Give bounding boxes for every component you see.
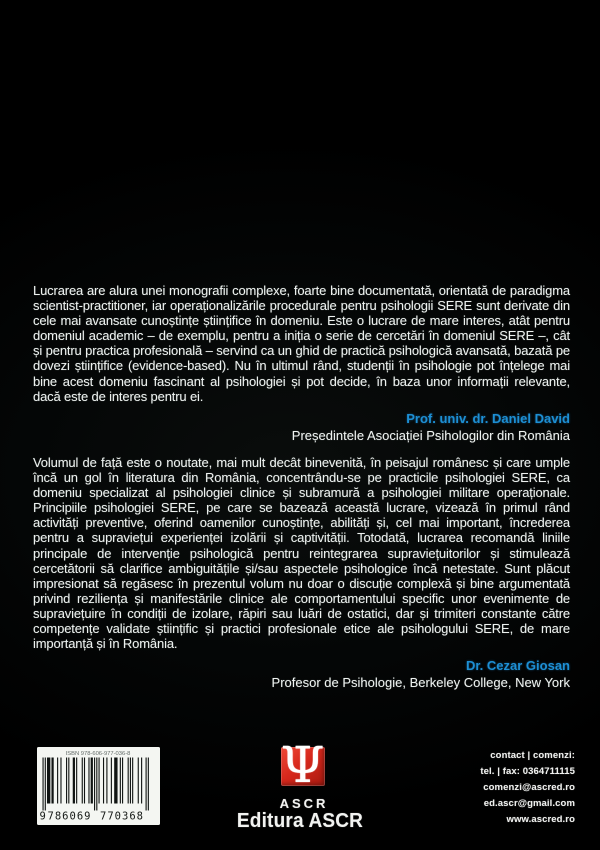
barcode-icon [37, 747, 160, 825]
testimonial-david [33, 283, 570, 444]
publisher-logo [255, 736, 350, 811]
svg-text:9: 9 [39, 810, 47, 823]
testimonial-text: Volumul de față este o noutate, mai mult decât binevenită, în peisajul românesc și care umple încă un gol în literatura din România, concentrându-se pe practicile psihologiei SERE, ca domeniu specializat al psihologiei clinice și subramură a psihologiei militare operaționale. Principiile psihologiei SERE, pe care se bazează această lucrare, vizează în primul rând activități preventive, oferind oamenilor cunoștințe, abilități și, cel mai important, încrederea pentru a supraviețui experienței izolării și captivității. Totodată, lucrarea recomandă liniile principale de intervenție psihologică pentru reintegrarea supraviețuitorilor și stimulează cercetătorii să clarifice ambiguitățile și/sau aspectele psihologice încă netestate. Sunt plăcut impresionat să regăsesc în prezentul volum nu doar o discuție complexă și bine argumentată privind reziliența și manifestările clinice ale comportamentului specific unor evenimente de supraviețuire în condiții de izolare, răpiri sau luări de ostatici, dar și trimiteri constante către competențe validate științific și practici profesionale etice ale psihologului SERE, de mare importanță și în România. [33, 455, 570, 652]
isbn-barcode [37, 747, 160, 825]
author-name: Dr. Cezar Giosan [465, 658, 570, 674]
author-title: Președintele Asociației Psihologilor din România [291, 427, 570, 443]
psi-icon: Ψ [280, 736, 325, 794]
contact-website: www.ascred.ro [506, 814, 575, 825]
svg-text:786069: 786069 [47, 810, 92, 823]
author-title: Profesor de Psihologie, Berkeley College, New York [271, 675, 570, 691]
attribution [33, 658, 570, 691]
barcode-isbn-text: ISBN 978-606-977-036-8 [65, 751, 131, 757]
publisher-name: Editura ASCR [236, 810, 364, 832]
author-name: Prof. univ. dr. Daniel David [406, 410, 570, 426]
contact-block [480, 748, 575, 828]
attribution [33, 411, 570, 444]
svg-text:770368: 770368 [100, 810, 144, 823]
contact-email-ed: ed.ascr@gmail.com [483, 798, 575, 809]
contact-header: contact | comenzi: [490, 750, 575, 761]
contact-phone: tel. | fax: 0364711115 [480, 766, 575, 777]
ascr-psi-logo-icon [280, 736, 325, 794]
logo-acronym: ASCR [279, 796, 329, 811]
contact-email-comenzi: comenzi@ascred.ro [483, 782, 575, 793]
testimonial-text: Lucrarea are alura unei monografii complexe, foarte bine documentată, orientată de paradigma scientist-practitioner, iar operaționalizările procedurale pentru psihologii SERE sunt derivate din cele mai avansate cunoștințe științifice în domeniu. Este o lucrare de mare interes, atât pentru domeniul academic – de exemplu, pentru a iniția o serie de cercetări în domeniul SERE –, cât și pentru practica profesională – servind ca un ghid de practică psihologică avansată, bazată pe dovezi științifice (evidence-based). Nu în ultimul rând, studenții în psihologie pot înțelege mai bine acest domeniu fascinant al psihologiei și pot decide, în baza unor informații relevante, dacă este de interes pentru ei. [33, 283, 570, 404]
testimonial-giosan [33, 455, 570, 691]
